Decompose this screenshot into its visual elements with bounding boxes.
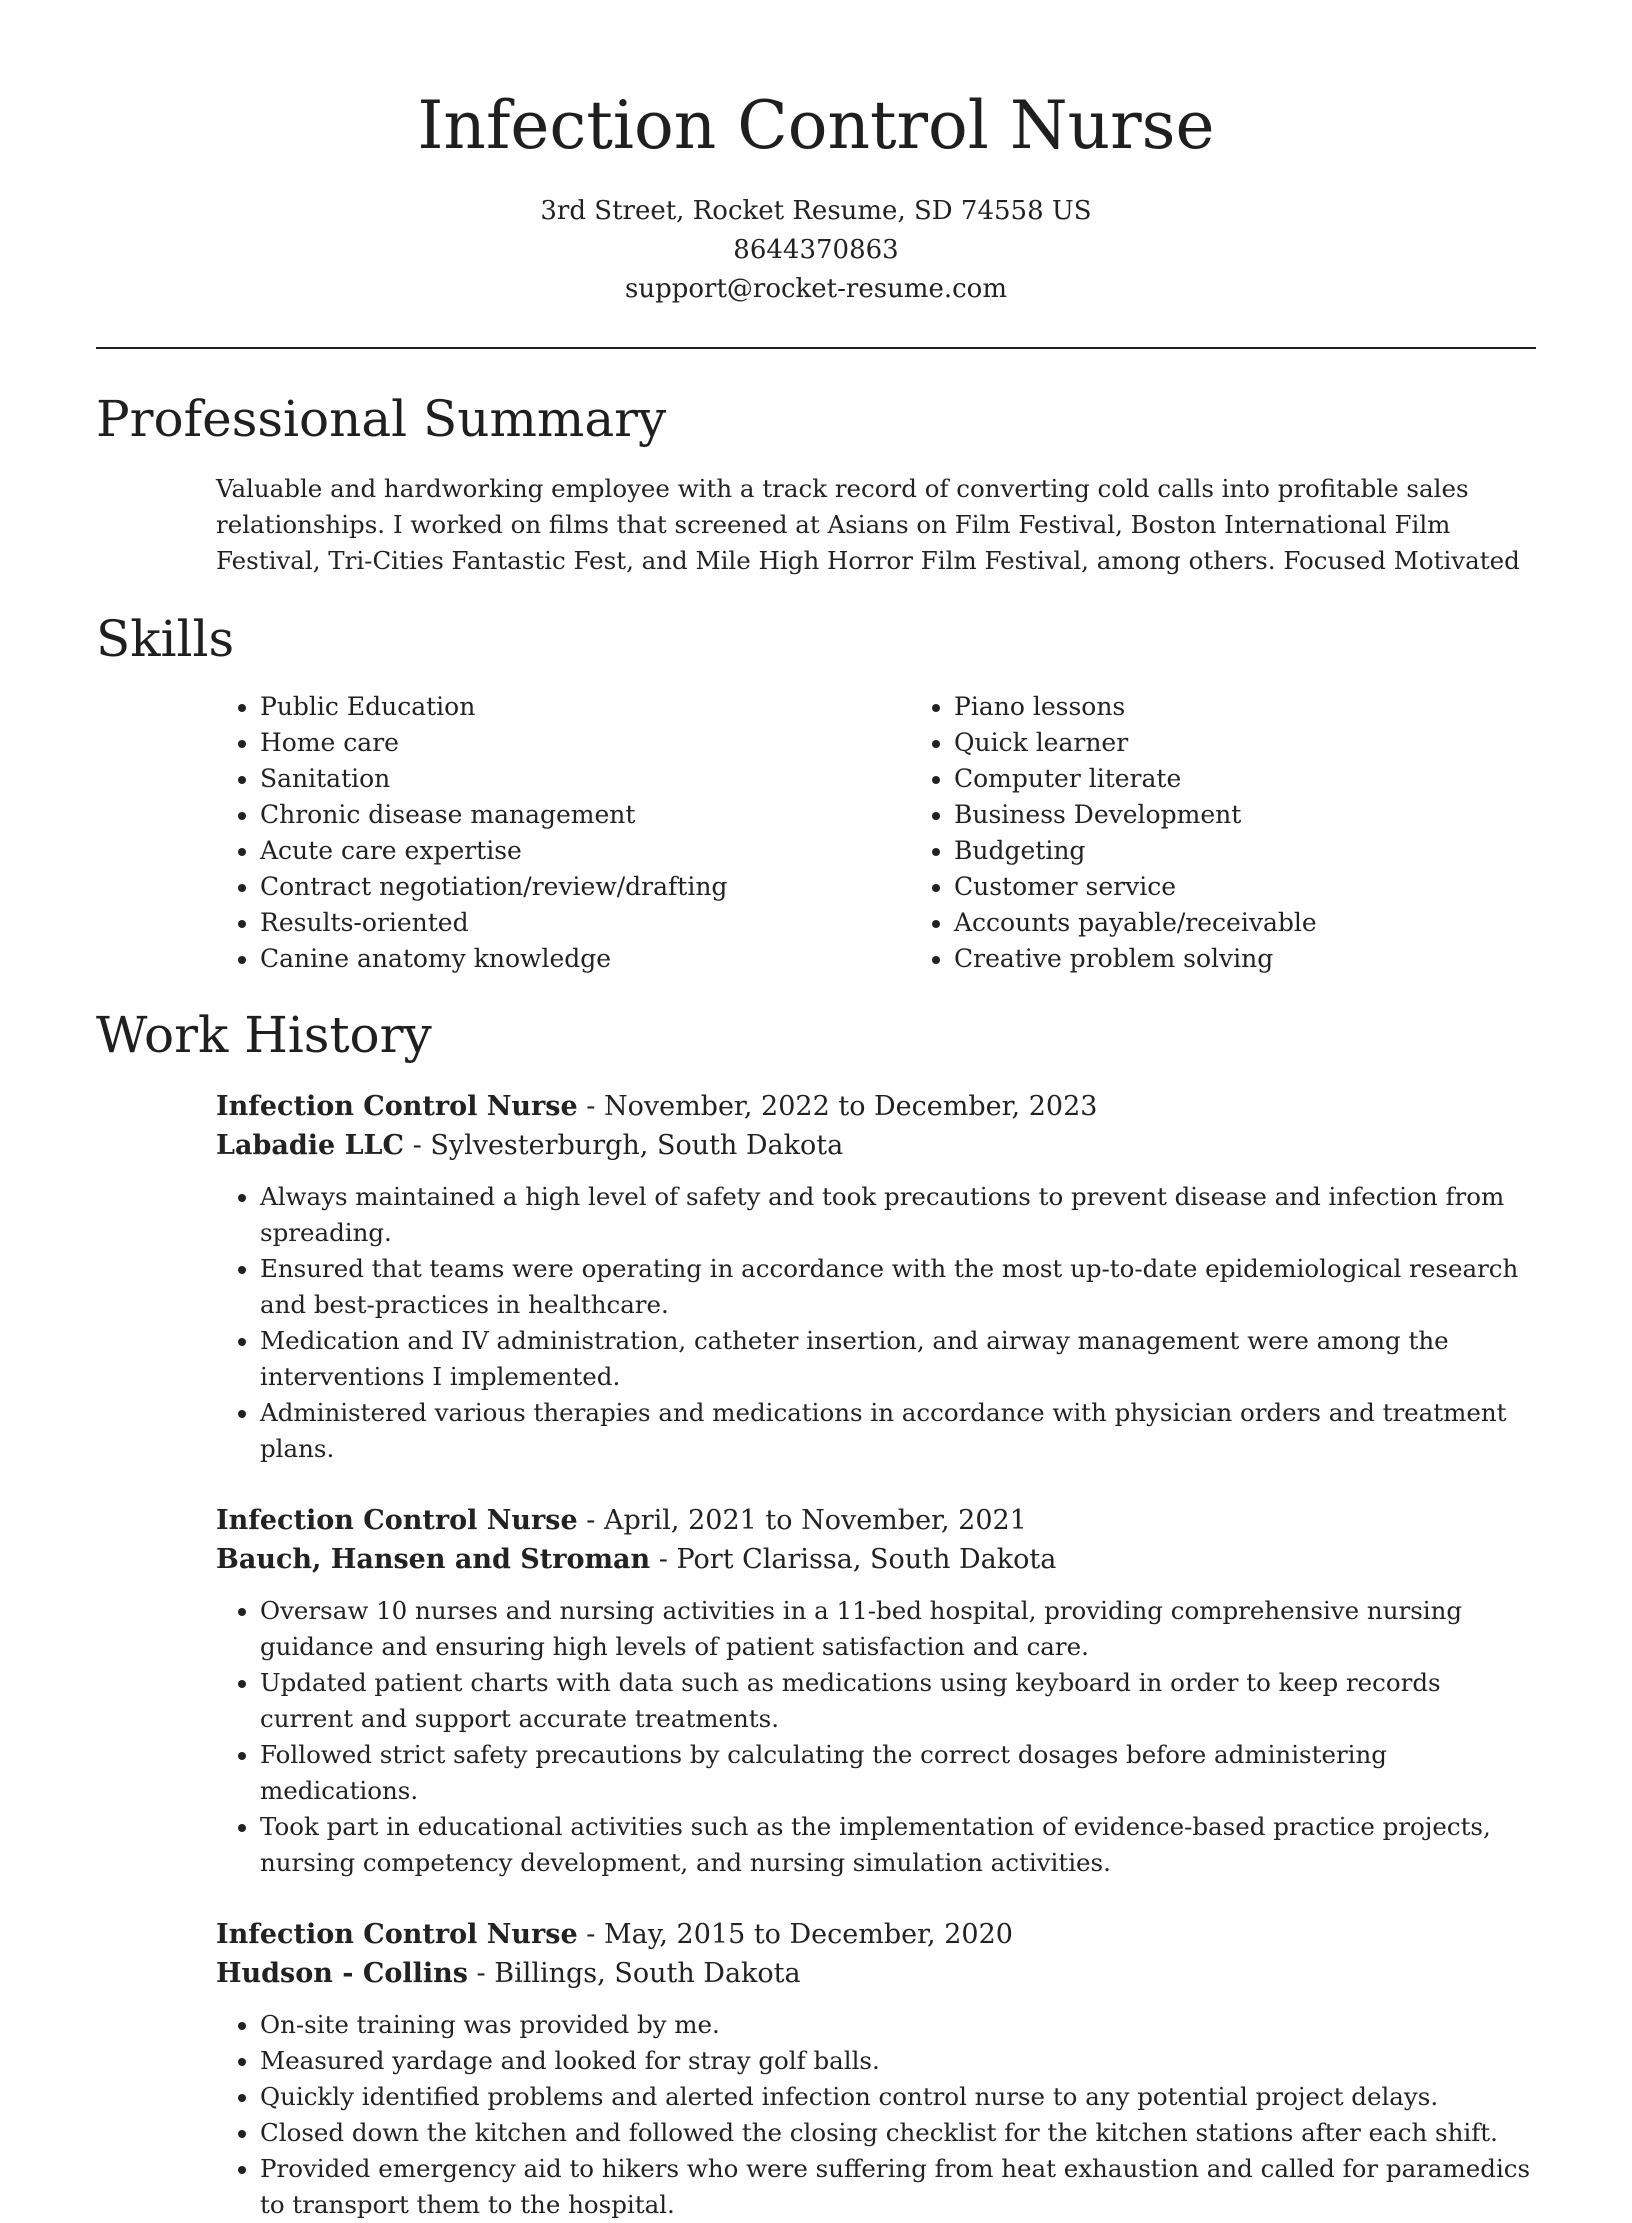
skill-item: • Computer literate <box>954 761 1536 797</box>
address: 3rd Street, Rocket Resume, SD 74558 US <box>540 196 1092 226</box>
job-bullet: • Provided emergency aid to hikers who were suffering from heat exhaustion and called for paramedics to transport them to the hospital. <box>260 2151 1536 2223</box>
skill-item: • Home care <box>260 725 910 761</box>
job-entry <box>216 1915 1536 2223</box>
job-location: - Sylvesterburgh, South Dakota <box>404 1130 844 1161</box>
job-bullet: • Measured yardage and looked for stray golf balls. <box>260 2043 1536 2079</box>
skill-item: • Creative problem solving <box>954 941 1536 977</box>
job-bullet-list <box>216 2007 1536 2223</box>
job-dates: - November, 2022 to December, 2023 <box>577 1091 1098 1122</box>
section-title-summary: Professional Summary <box>96 390 667 448</box>
contact-info <box>96 192 1536 309</box>
job-entry <box>216 1501 1536 1881</box>
job-role: Infection Control Nurse <box>216 1091 578 1122</box>
skill-item: • Quick learner <box>954 725 1536 761</box>
job-bullet-list <box>216 1179 1536 1467</box>
skill-item: • Piano lessons <box>954 689 1536 725</box>
skill-item: • Chronic disease management <box>260 797 910 833</box>
section-title-work-history: Work History <box>96 1006 432 1064</box>
job-bullet: • Ensured that teams were operating in accordance with the most up-to-date epidemiological research and best-practices in healthcare. <box>260 1251 1536 1323</box>
job-title-line <box>216 1501 1536 1540</box>
job-location: - Billings, South Dakota <box>467 1958 801 1989</box>
job-company-line <box>216 1954 1536 1993</box>
professional-summary-section <box>96 387 1536 579</box>
skill-item: • Results-oriented <box>260 905 910 941</box>
skills-columns <box>216 689 1536 977</box>
job-bullet: • Medication and IV administration, catheter insertion, and airway management were among the interventions I implemented. <box>260 1323 1536 1395</box>
skill-item: • Contract negotiation/review/drafting <box>260 869 910 905</box>
section-title-skills: Skills <box>96 610 235 668</box>
job-bullet-list <box>216 1593 1536 1881</box>
resume-page <box>96 0 1536 2223</box>
skills-list-left <box>216 689 910 977</box>
job-dates: - May, 2015 to December, 2020 <box>577 1919 1013 1950</box>
skill-item: • Sanitation <box>260 761 910 797</box>
job-role: Infection Control Nurse <box>216 1919 578 1950</box>
job-bullet: • Quickly identified problems and alerted infection control nurse to any potential project delays. <box>260 2079 1536 2115</box>
skill-item: • Customer service <box>954 869 1536 905</box>
job-bullet: • Closed down the kitchen and followed the closing checklist for the kitchen stations after each shift. <box>260 2115 1536 2151</box>
email-address: support@rocket-resume.com <box>624 274 1007 304</box>
work-history-section <box>96 1003 1536 2223</box>
skill-item: • Accounts payable/receivable <box>954 905 1536 941</box>
job-bullet: • Administered various therapies and medications in accordance with physician orders and treatment plans. <box>260 1395 1536 1467</box>
skill-item: • Public Education <box>260 689 910 725</box>
skill-item: • Acute care expertise <box>260 833 910 869</box>
summary-text: Valuable and hardworking employee with a track record of converting cold calls into profitable sales relationships. I worked on films that screened at Asians on Film Festival, Boston International Film Festival, Tri-Cities Fantastic Fest, and Mile High Horror Film Festival, among others. Focused Motivated <box>216 474 1520 575</box>
job-location: - Port Clarissa, South Dakota <box>650 1544 1057 1575</box>
skills-section <box>96 607 1536 977</box>
job-bullet: • On-site training was provided by me. <box>260 2007 1536 2043</box>
job-dates: - April, 2021 to November, 2021 <box>577 1505 1027 1536</box>
skill-item: • Budgeting <box>954 833 1536 869</box>
job-title-line <box>216 1915 1536 1954</box>
job-bullet: • Followed strict safety precautions by calculating the correct dosages before administering medications. <box>260 1737 1536 1809</box>
job-company-line <box>216 1126 1536 1165</box>
resume-header <box>96 0 1536 309</box>
job-title-line <box>216 1087 1536 1126</box>
candidate-name: Infection Control Nurse <box>417 87 1215 164</box>
skill-item: • Canine anatomy knowledge <box>260 941 910 977</box>
job-bullet: • Oversaw 10 nurses and nursing activities in a 11-bed hospital, providing comprehensive nursing guidance and ensuring high levels of patient satisfaction and care. <box>260 1593 1536 1665</box>
job-company: Labadie LLC <box>216 1130 405 1161</box>
job-bullet: • Always maintained a high level of safety and took precautions to prevent disease and infection from spreading. <box>260 1179 1536 1251</box>
job-role: Infection Control Nurse <box>216 1505 578 1536</box>
skill-item: • Business Development <box>954 797 1536 833</box>
job-bullet: • Updated patient charts with data such as medications using keyboard in order to keep records current and support accurate treatments. <box>260 1665 1536 1737</box>
phone-number: 8644370863 <box>733 235 899 265</box>
skills-list-right <box>910 689 1536 977</box>
job-company: Bauch, Hansen and Stroman <box>216 1544 651 1575</box>
job-company-line <box>216 1540 1536 1579</box>
job-entry <box>216 1087 1536 1467</box>
job-company: Hudson - Collins <box>216 1958 468 1989</box>
job-bullet: • Took part in educational activities such as the implementation of evidence-based practice projects, nursing competency development, and nursing simulation activities. <box>260 1809 1536 1881</box>
header-divider <box>96 347 1536 349</box>
